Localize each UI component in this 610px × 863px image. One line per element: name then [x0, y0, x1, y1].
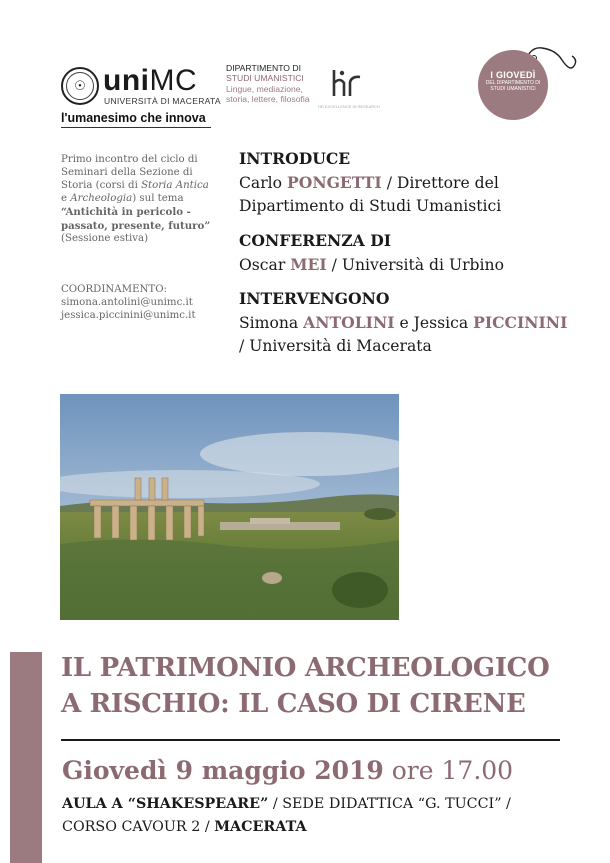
- giovedi-badge: I GIOVEDÌ DEL DIPARTIMENTO DI STUDI UMANISTICI: [478, 50, 548, 120]
- conference-speaker: Oscar MEI / Università di Urbino: [239, 255, 504, 274]
- speakers-names: Simona ANTOLINI e Jessica PICCININI: [239, 313, 568, 332]
- introduce-heading: INTRODUCE: [239, 149, 351, 168]
- seal-inner-icon: ☉: [66, 72, 94, 100]
- tagline-divider: [61, 127, 211, 128]
- unimc-wordmark: uniMC: [103, 64, 198, 97]
- unimc-seal-logo: [61, 67, 99, 105]
- event-date-time: Giovedì 9 maggio 2019 ore 17.00: [62, 756, 514, 785]
- coordination-block: [61, 284, 211, 323]
- event-venue-line-1: AULA A “SHAKESPEARE” / SEDE DIDATTICA “G. TUCCI” /: [62, 796, 511, 812]
- department-logo-subtitle: Lingue, mediazione, storia, lettere, filosofia: [226, 84, 310, 104]
- hr-excellence-logo-icon: [328, 68, 364, 98]
- introduce-role: Dipartimento di Studi Umanistici: [239, 197, 502, 215]
- hr-caption: HR EXCELLENCE IN RESEARCH: [318, 104, 380, 109]
- introduce-speaker: Carlo PONGETTI / Direttore del: [239, 173, 499, 192]
- unimc-subtitle: UNIVERSITÀ DI MACERATA: [104, 96, 221, 106]
- cyrene-ruins-photo: [60, 394, 399, 620]
- speakers-heading: INTERVENGONO: [239, 289, 390, 308]
- conference-heading: CONFERENZA DI: [239, 231, 392, 250]
- seminar-description: Primo incontro del ciclo di Seminari della Sezione di Storia (corsi di Storia Antica e Archeologia) sul tema “Antichità in pericolo - passato, presente, futuro” (Sessione estiva): [61, 154, 211, 245]
- speakers-affiliation: / Università di Macerata: [239, 337, 432, 355]
- coordinator-email-2[interactable]: jessica.piccinini@unimc.it: [61, 309, 196, 321]
- decorative-side-bar: [10, 652, 42, 863]
- event-title: IL PATRIMONIO ARCHEOLOGICO A RISCHIO: IL CASO DI CIRENE: [61, 653, 550, 719]
- coordination-label: COORDINAMENTO:: [61, 284, 167, 295]
- title-divider: [61, 739, 560, 741]
- coordinator-email-1[interactable]: simona.antolini@unimc.it: [61, 296, 193, 308]
- tagline: l'umanesimo che innova: [61, 111, 206, 125]
- department-logo-title: DIPARTIMENTO DI STUDI UMANISTICI: [226, 63, 304, 83]
- event-venue-line-2: CORSO CAVOUR 2 / MACERATA: [62, 819, 307, 835]
